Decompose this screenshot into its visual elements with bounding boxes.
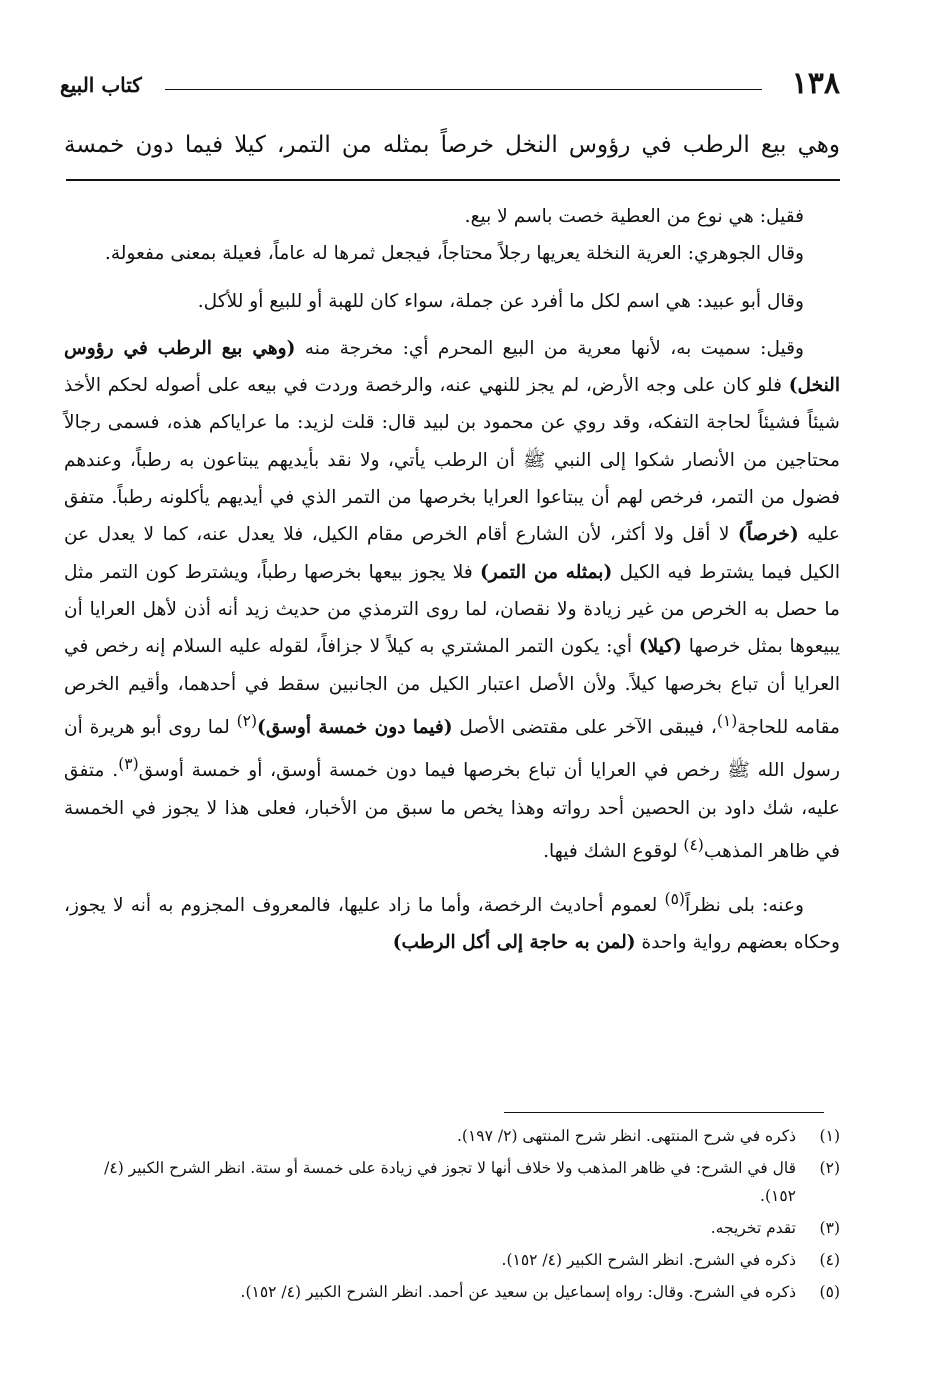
footnote	[64, 1154, 840, 1210]
footnote-text: ذكره في شرح المنتهى. انظر شرح المنتهى (٢/ ١٩٧).	[457, 1127, 796, 1145]
footnote	[64, 1278, 840, 1306]
footnote-text: ذكره في الشرح. انظر الشرح الكبير (٤/ ١٥٢).	[501, 1251, 796, 1269]
text-run: فلو كان على وجه الأرض، لم يجز للنهي عنه، والرخصة وردت في بيعه على أصوله لحكم الأخذ شيئاً فشيئاً لحاجة التفكه، وقد روي عن محمود بن لبيد قال: قلت لزيد: ما عراياكم هذه، فسمى رجالاً محتاجين من الأنصار شكوا إلى النبي ﷺ أن الرطب يأتي، ولا نقد بأيديهم يبتاعون به رطباً، وعندهم فضول من التمر، فرخص لهم أن يبتاعوا العرايا بخرصها من التمر الذي في أيديهم يأكلونه رطباً. متفق عليه	[64, 375, 840, 546]
footnote-rule	[504, 1112, 824, 1113]
commentary-paragraph: فقيل: هي نوع من العطية خصت باسم لا بيع.	[464, 206, 804, 227]
footnote-ref: (٣)	[118, 755, 139, 774]
text-run: وعنه: بلى نظراً	[684, 894, 804, 916]
text-run: لعموم أحاديث الرخصة، وأما ما زاد عليها، فالمعروف المجزوم به أنه لا يجوز، وحكاه بعضهم رواية واحدة	[64, 894, 840, 954]
footnote-number: (١)	[819, 1127, 840, 1145]
footnote-ref: (٢)	[236, 711, 258, 730]
footnotes	[64, 1122, 840, 1310]
matn-text: وهي بيع الرطب في رؤوس النخل خرصاً بمثله من التمر، كيلا فيما دون خمسة	[64, 132, 840, 158]
commentary-body	[64, 198, 840, 961]
footnote	[64, 1246, 840, 1274]
footnote-number: (٤)	[819, 1251, 840, 1269]
footnote-text: ذكره في الشرح. وقال: رواه إسماعيل بن سعيد عن أحمد. انظر الشرح الكبير (٤/ ١٥٢).	[240, 1283, 796, 1301]
page-header	[60, 64, 840, 104]
text-run: . متفق عليه، شك داود بن الحصين أحد رواته وهذا يخص ما سبق من الأخبار، فعلى هذا لا يجوز في الخمسة في ظاهر المذهب	[64, 760, 840, 863]
footnote-number: (٥)	[819, 1283, 840, 1301]
text-run: ، فيبقى الآخر على مقتضى الأصل	[452, 717, 717, 739]
footnote-text: تقدم تخريجه.	[710, 1219, 796, 1237]
footnote	[64, 1214, 840, 1242]
footnote-ref: (١)	[716, 711, 738, 730]
text-run: فلا يجوز بيعها بخرصها رطباً، ويشترط كون التمر مثل ما حصل به الخرص من غير زيادة ولا نقصان، لما روى الترمذي من حديث زيد أنه أذن لأهل العرايا أن يبيعوها بمثل خرصها	[64, 561, 840, 658]
running-title: كتاب البيع	[60, 73, 142, 97]
quoted-matn: (لمن به حاجة إلى أكل الرطب)	[392, 932, 636, 954]
footnote-ref: (٤)	[683, 836, 704, 855]
text-run: وقيل: سميت به، لأنها معرية من البيع المحرم أي: مخرجة منه	[295, 337, 805, 359]
footnote-number: (٢)	[819, 1159, 840, 1177]
text-run: لوقوع الشك فيها.	[543, 841, 684, 863]
quoted-matn: (خرصاً)	[737, 524, 799, 546]
text-run: لما روى أبو هريرة أن رسول الله ﷺ رخص في العرايا أن تباع بخرصها فيما دون خمسة أوسق، أو خمسة أوسق	[64, 717, 840, 782]
commentary-paragraph: وقال الجوهري: العرية النخلة يعريها رجلاً محتاجاً، فيجعل ثمرها له عاماً، فعيلة بمعنى مفعولة.	[104, 243, 804, 265]
page-number: ١٣٨	[791, 66, 840, 101]
footnote-number: (٣)	[819, 1219, 840, 1237]
commentary-paragraph	[64, 330, 840, 871]
commentary-paragraph	[64, 881, 840, 962]
quoted-matn: (فيما دون خمسة أوسق)	[257, 717, 453, 739]
quoted-matn: (كيلا)	[638, 636, 682, 658]
quoted-matn: (وهي بيع الرطب في رؤوس النخل)	[64, 337, 841, 397]
footnote-text: قال في الشرح: في ظاهر المذهب ولا خلاف أنها لا تجوز في زيادة على خمسة أو ستة. انظر الشرح الكبير (٤/ ١٥٢).	[104, 1159, 796, 1205]
footnote	[64, 1122, 840, 1150]
quoted-matn: (بمثله من التمر)	[479, 561, 613, 583]
text-run: لا أقل ولا أكثر، لأن الشارع أقام الخرص مقام الكيل، فلا يعدل عنه، كما لا يعدل عن الكيل فيما يشترط فيه الكيل	[64, 524, 840, 583]
commentary-paragraph: وقال أبو عبيد: هي اسم لكل ما أفرد عن جملة، سواء كان للهبة أو للبيع أو للأكل.	[197, 290, 804, 312]
text-run: أي: يكون التمر المشتري به كيلاً لا جزافاً، لقوله عليه السلام إنه رخص في العرايا أن تباع بخرصها كيلاً. ولأن الأصل اعتبار الكيل من الجانبين سقط في أحدهما، وأقيم الخرص مقامه للحاجة	[64, 636, 840, 739]
matn-rule	[66, 179, 840, 181]
footnote-ref: (٥)	[664, 889, 685, 908]
header-rule	[165, 89, 762, 90]
